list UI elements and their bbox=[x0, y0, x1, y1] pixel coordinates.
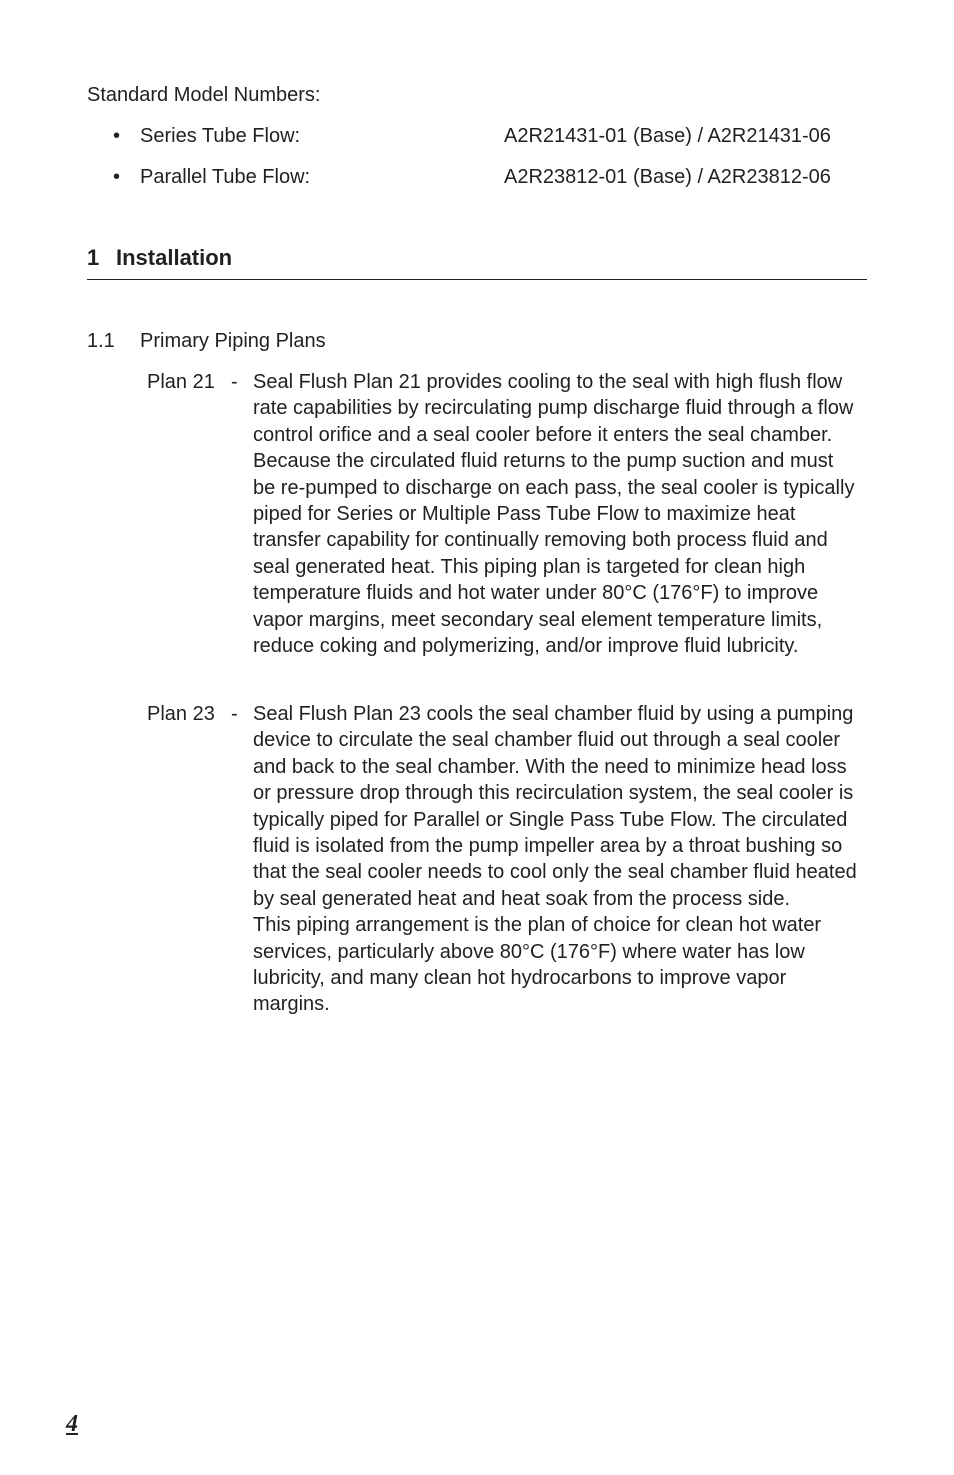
subsection-title: Primary Piping Plans bbox=[140, 330, 326, 352]
section-heading bbox=[87, 244, 867, 280]
standard-model-numbers-label: Standard Model Numbers: bbox=[87, 84, 321, 106]
model-label: Series Tube Flow: bbox=[140, 125, 301, 147]
page-number: 4 bbox=[66, 1411, 78, 1437]
bullet-icon: • bbox=[113, 166, 121, 188]
plan-paragraph: Seal Flush Plan 23 cools the seal chamber fluid by using a pumping device to circulate the seal chamber fluid out through a seal cooler and back to the seal chamber. With the need to minimize head loss or pressure drop through this recirculation system, the seal cooler is typically piped for Parallel or Single Pass Tube Flow. The circulated fluid is isolated from the pump impeller area by a throat bushing so that the seal cooler needs to cool only the seal chamber fluid heated by seal generated heat and heat soak from the process side. bbox=[253, 703, 857, 910]
model-value: A2R23812-01 (Base) / A2R23812-06 bbox=[504, 166, 831, 188]
plan-description bbox=[253, 701, 857, 1018]
model-row-parallel bbox=[113, 165, 873, 189]
section-title: Installation bbox=[116, 245, 233, 270]
plan-21-entry bbox=[147, 369, 867, 689]
model-value: A2R21431-01 (Base) / A2R21431-06 bbox=[504, 125, 831, 147]
plan-paragraph: Seal Flush Plan 21 provides cooling to the seal with high flush flow rate capabilities by recirculating pump discharge fluid through a flow control orifice and a seal cooler before it enters the seal chamber. Because the circulated fluid returns to the pump suction and must be re-pumped to discharge on each pass, the seal cooler is typically piped for Series or Multiple Pass Tube Flow to maximize heat transfer capability for continually removing both process fluid and seal generated heat. This piping plan is targeted for clean high temperature fluids and hot water under 80°C (176°F) to improve vapor margins, meet secondary seal element temperature limits, reduce coking and polymerizing, and/or improve fluid lubricity. bbox=[253, 371, 855, 658]
section-number: 1 bbox=[87, 245, 100, 270]
plan-dash: - bbox=[231, 371, 238, 393]
subsection-number: 1.1 bbox=[87, 330, 115, 352]
model-label: Parallel Tube Flow: bbox=[140, 166, 311, 188]
plan-label: Plan 21 bbox=[147, 371, 215, 393]
model-row-series bbox=[113, 124, 873, 148]
bullet-icon: • bbox=[113, 125, 121, 147]
plan-dash: - bbox=[231, 703, 238, 725]
plan-label: Plan 23 bbox=[147, 703, 215, 725]
plan-description bbox=[253, 369, 857, 659]
subsection-heading bbox=[87, 329, 587, 353]
plan-23-entry bbox=[147, 701, 867, 1051]
plan-paragraph: This piping arrangement is the plan of choice for clean hot water services, particularly above 80°C (176°F) where water has low lubricity, and many clean hot hydrocarbons to improve vapor margins. bbox=[253, 914, 822, 1016]
